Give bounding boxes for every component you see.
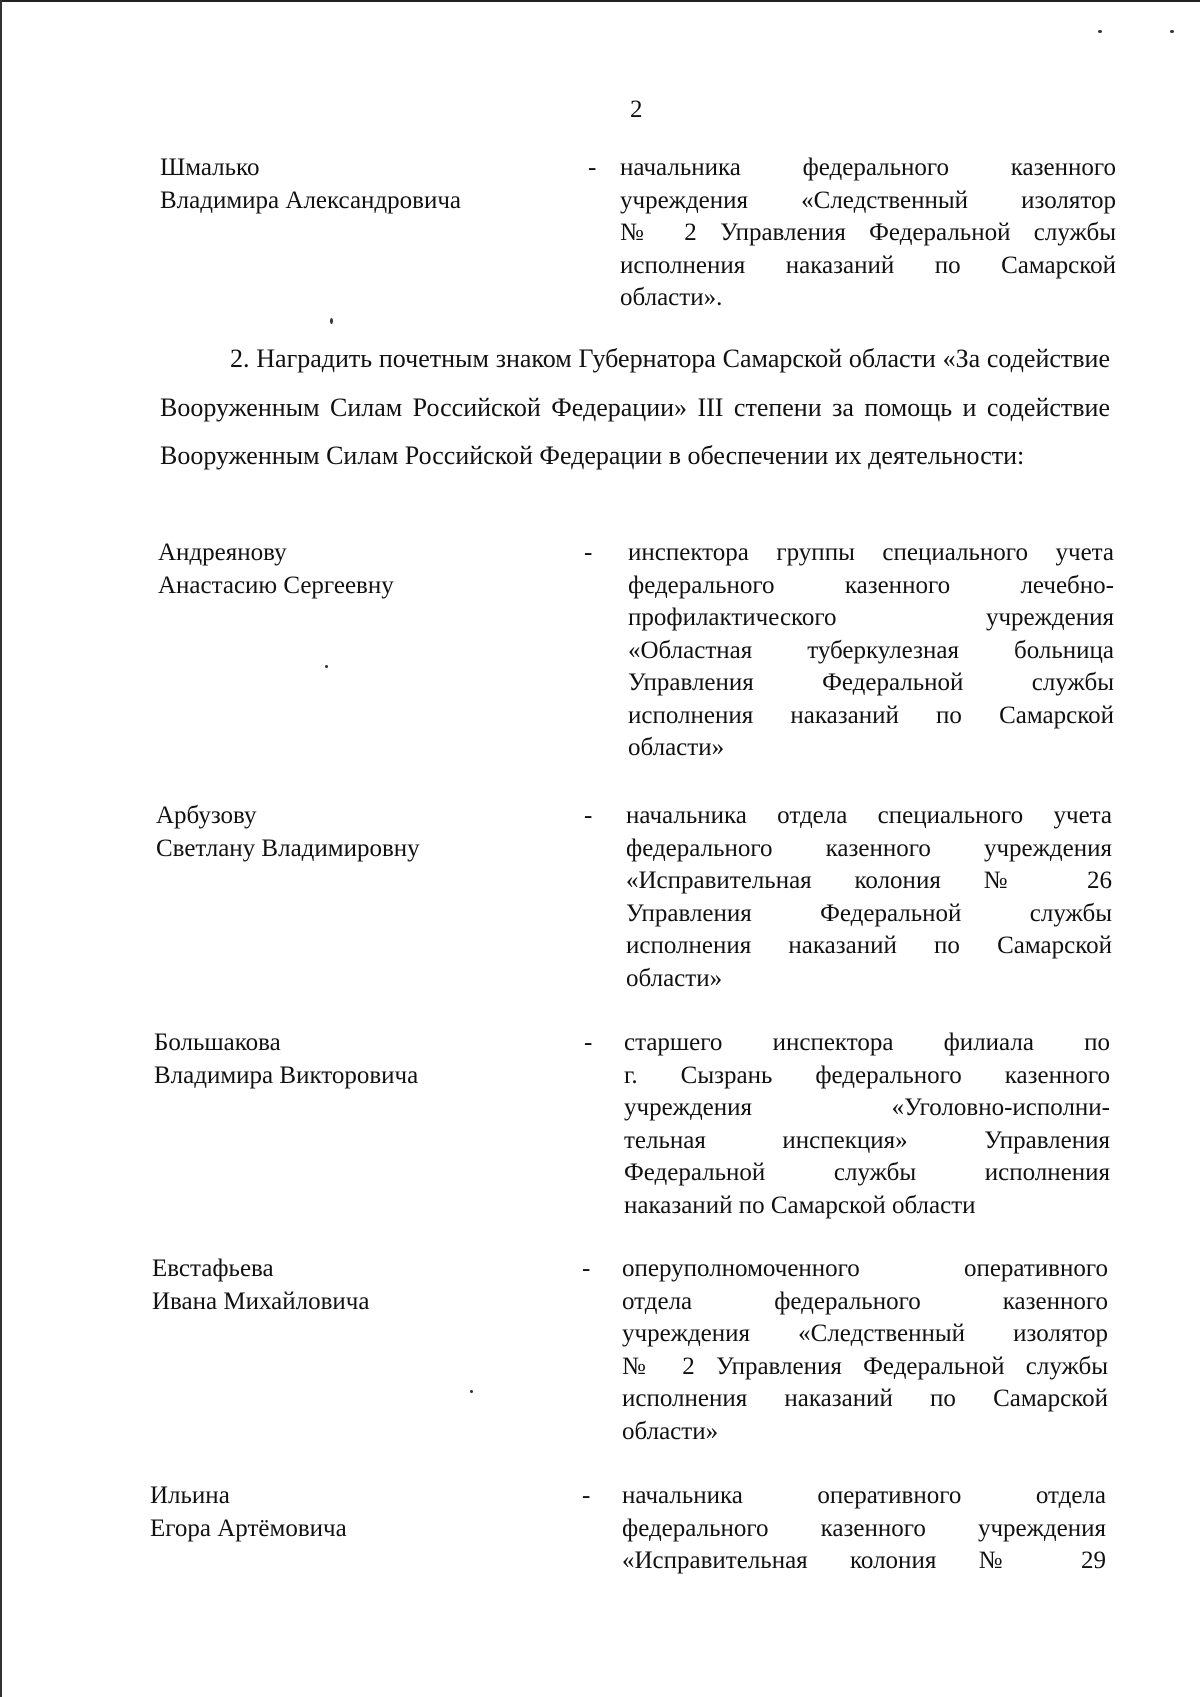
- page-number: 2: [630, 96, 643, 123]
- position-line: г. Сызрань федерального казенного: [624, 1061, 1110, 1089]
- position-line: федерального казенного учреждения: [622, 1514, 1106, 1542]
- position-line: № 2 Управления Федеральной службы: [620, 219, 1116, 246]
- recipient-given-names: Анастасию Сергеевну: [158, 571, 394, 599]
- award-entry: [150, 1480, 1110, 1590]
- entry-dash: -: [584, 1029, 593, 1056]
- position-line: федерального казенного лечебно-: [628, 571, 1114, 599]
- decree-paragraph-text: 2. Наградить почетным знаком Губернатора Самарской области «За содействие Вооруженным Силам Российской Федерации» III степени за помощь и содействие Вооруженным Силам Российской Федерации в обеспечении их деятельности:: [160, 344, 1110, 470]
- scan-border-left: [0, 0, 2, 1697]
- award-entry: [160, 152, 1120, 317]
- position-line: тельная инспекция» Управления: [624, 1126, 1110, 1154]
- recipient-position: [624, 1027, 1110, 1222]
- recipient-position: [620, 152, 1116, 315]
- entry-dash: -: [582, 1255, 591, 1282]
- position-line: начальника федерального казенного: [620, 154, 1116, 181]
- recipient-name: [150, 1480, 347, 1545]
- scan-speck: [1170, 30, 1174, 33]
- position-line: области»: [622, 1417, 719, 1445]
- scan-speck: [1098, 30, 1102, 33]
- position-line: области»: [628, 734, 725, 761]
- position-line: «Исправительная колония № 26: [626, 867, 1112, 894]
- position-line: оперуполномоченного оперативного: [622, 1255, 1108, 1282]
- award-entry: [152, 1253, 1112, 1453]
- recipient-surname: Евстафьева: [152, 1255, 274, 1282]
- position-line: наказаний по Самарской области: [624, 1191, 976, 1219]
- position-line: инспектора группы специального учета: [628, 539, 1114, 566]
- position-line: исполнения наказаний по Самарской: [622, 1385, 1108, 1412]
- recipient-surname: Андреянову: [158, 539, 287, 566]
- recipient-name: [152, 1253, 369, 1318]
- position-line: Управления Федеральной службы: [628, 669, 1114, 696]
- decree-paragraph: [160, 335, 1110, 481]
- recipient-position: [622, 1253, 1108, 1448]
- recipient-position: [622, 1480, 1106, 1578]
- recipient-given-names: Ивана Михайловича: [152, 1287, 370, 1315]
- recipient-surname: Шмалько: [160, 154, 260, 181]
- award-entry: [158, 537, 1118, 767]
- recipient-surname: Большакова: [154, 1029, 281, 1056]
- position-line: области»: [626, 964, 723, 992]
- position-line: отдела федерального казенного: [622, 1287, 1108, 1315]
- position-line: «Исправительная колония № 29: [622, 1547, 1106, 1574]
- position-line: начальника отдела специального учета: [626, 802, 1112, 829]
- recipient-position: [626, 800, 1112, 995]
- entry-dash: -: [582, 1482, 591, 1509]
- recipient-given-names: Владимира Александровича: [160, 186, 461, 214]
- position-line: исполнения наказаний по Самарской: [626, 932, 1112, 959]
- position-line: учреждения «Следственный изолятор: [620, 186, 1116, 214]
- recipient-position: [628, 537, 1114, 765]
- position-line: «Областная туберкулезная больница: [628, 636, 1114, 664]
- entry-dash: -: [584, 802, 593, 829]
- entry-dash: -: [588, 154, 597, 181]
- recipient-given-names: Светлану Владимировну: [156, 834, 420, 862]
- position-line: № 2 Управления Федеральной службы: [622, 1352, 1108, 1380]
- award-entry: [156, 800, 1116, 1000]
- scan-border-top: [0, 0, 1200, 2]
- position-line: Управления Федеральной службы: [626, 899, 1112, 927]
- position-line: области».: [620, 284, 723, 311]
- recipient-given-names: Егора Артёмовича: [150, 1514, 347, 1542]
- position-line: начальника оперативного отдела: [622, 1482, 1106, 1509]
- position-line: исполнения наказаний по Самарской: [620, 251, 1116, 279]
- position-line: исполнения наказаний по Самарской: [628, 701, 1114, 729]
- recipient-name: [156, 800, 420, 865]
- position-line: старшего инспектора филиала по: [624, 1029, 1110, 1056]
- award-entry: [154, 1027, 1114, 1227]
- entry-dash: -: [584, 539, 593, 566]
- recipient-name: [158, 537, 394, 602]
- position-line: федерального казенного учреждения: [626, 834, 1112, 862]
- position-line: учреждения «Уголовно-исполни-: [624, 1094, 1110, 1121]
- recipient-name: [160, 152, 461, 217]
- recipient-surname: Арбузову: [156, 802, 257, 829]
- recipient-given-names: Владимира Викторовича: [154, 1061, 419, 1089]
- position-line: учреждения «Следственный изолятор: [622, 1320, 1108, 1347]
- position-line: профилактического учреждения: [628, 604, 1114, 631]
- recipient-surname: Ильина: [150, 1482, 230, 1509]
- recipient-name: [154, 1027, 418, 1092]
- scan-speck: [330, 318, 333, 324]
- position-line: Федеральной службы исполнения: [624, 1159, 1110, 1186]
